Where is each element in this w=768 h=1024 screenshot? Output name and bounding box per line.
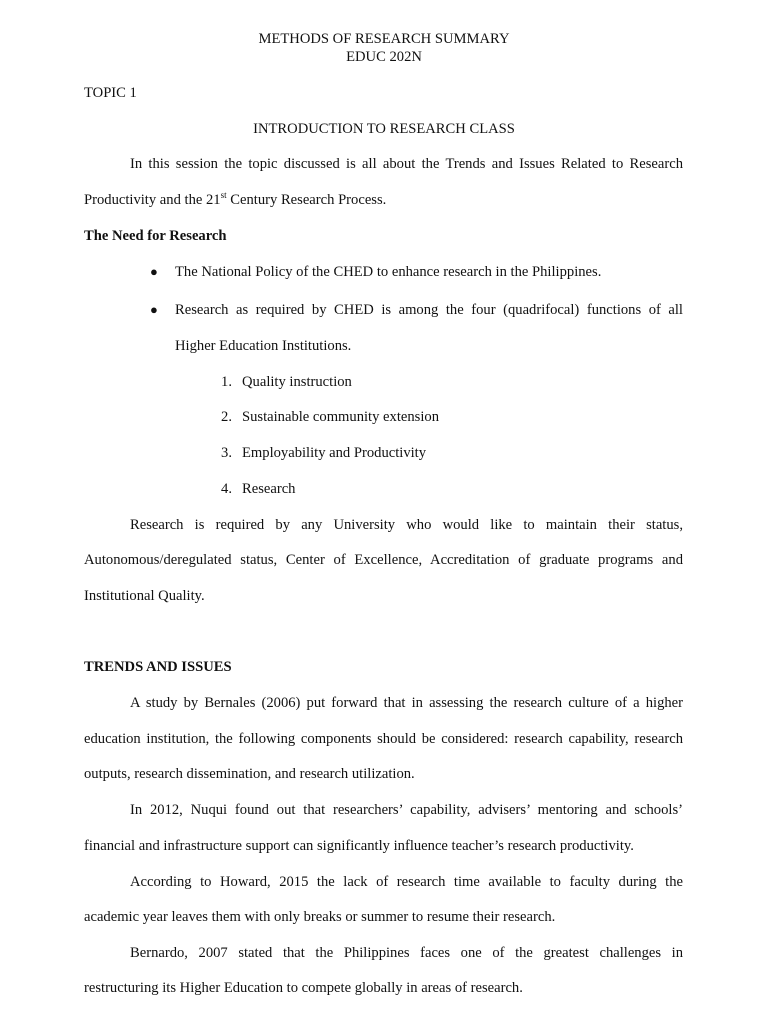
bernales-para-line-3: outputs, research dissemination, and research utilization. — [84, 766, 415, 782]
bullet-2-line-1: Research as required by CHED is among the four (quadrifocal) functions of all — [175, 302, 683, 318]
course-code: EDUC 202N — [346, 49, 422, 65]
bullet-2-line-2: Higher Education Institutions. — [175, 338, 352, 354]
bullet-icon: ● — [150, 302, 158, 317]
list-number: 2. — [221, 409, 232, 425]
list-number: 4. — [221, 481, 232, 497]
list-item: Sustainable community extension — [242, 409, 439, 425]
bernardo-para-line-1: Bernardo, 2007 stated that the Philippines faces one of the greatest challenges in — [130, 945, 683, 961]
bullet-1-text: The National Policy of the CHED to enhance research in the Philippines. — [175, 264, 602, 280]
bernardo-para-line-2: restructuring its Higher Education to compete globally in areas of research. — [84, 980, 523, 996]
need-for-research-heading: The Need for Research — [84, 228, 227, 244]
nuqui-para-line-2: financial and infrastructure support can significantly influence teacher’s research productivity. — [84, 838, 634, 854]
list-item: Employability and Productivity — [242, 445, 427, 461]
list-number: 1. — [221, 374, 232, 390]
trends-issues-heading: TRENDS AND ISSUES — [84, 659, 232, 675]
topic-label: TOPIC 1 — [84, 85, 137, 101]
status-para-line-2: Autonomous/deregulated status, Center of Excellence, Accreditation of graduate programs and — [84, 552, 683, 568]
bernales-para-line-1: A study by Bernales (2006) put forward that in assessing the research culture of a higher — [130, 695, 683, 711]
nuqui-para-line-1: In 2012, Nuqui found out that researchers’ capability, advisers’ mentoring and schools’ — [130, 802, 683, 818]
status-para-line-3: Institutional Quality. — [84, 588, 205, 604]
bernales-para-line-2: education institution, the following components should be considered: research capability, research — [84, 731, 683, 747]
ordinal-suffix: st — [220, 190, 227, 200]
status-para-line-1: Research is required by any University who would like to maintain their status, — [130, 517, 683, 533]
intro-line-2-post: Century Research Process. — [226, 192, 387, 208]
list-item: Quality instruction — [242, 374, 352, 390]
intro-line-2-pre: Productivity and the 21 — [84, 192, 221, 208]
intro-line-2 — [84, 190, 386, 210]
document-title: METHODS OF RESEARCH SUMMARY — [258, 31, 510, 47]
list-number: 3. — [221, 445, 232, 461]
howard-para-line-2: academic year leaves them with only breaks or summer to resume their research. — [84, 909, 556, 925]
topic-title: INTRODUCTION TO RESEARCH CLASS — [253, 121, 515, 137]
bullet-icon: ● — [150, 264, 158, 279]
intro-line-1: In this session the topic discussed is all about the Trends and Issues Related to Research — [130, 156, 683, 172]
list-item: Research — [242, 481, 296, 497]
howard-para-line-1: According to Howard, 2015 the lack of research time available to faculty during the — [130, 874, 683, 890]
